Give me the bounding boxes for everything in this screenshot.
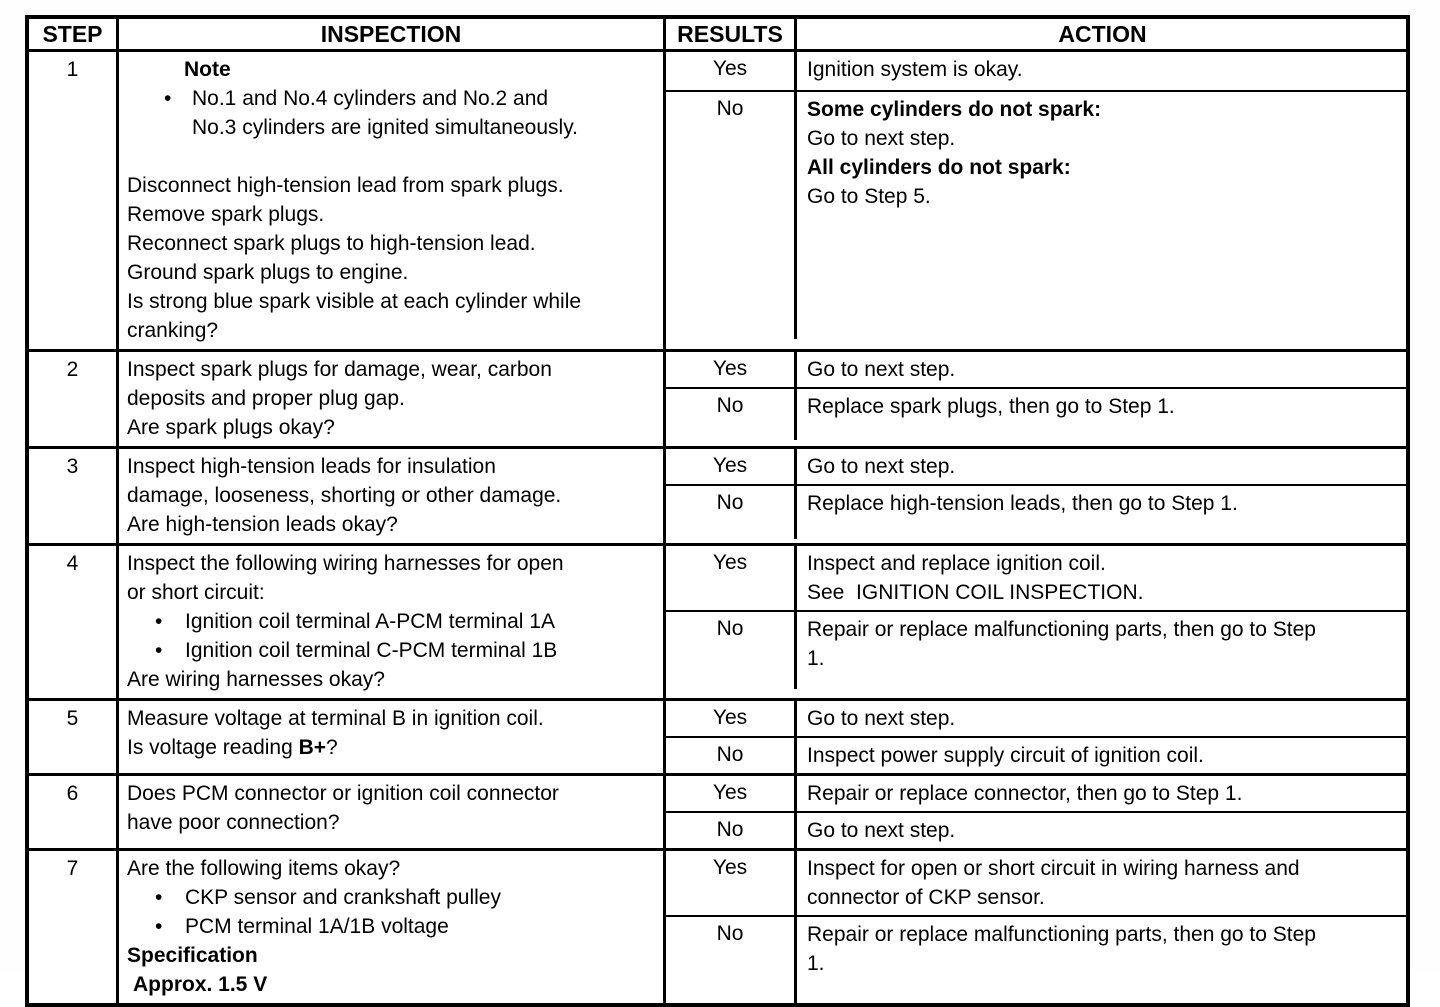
step-number: 5 — [29, 701, 119, 773]
result-no: No — [666, 486, 797, 539]
inspection-cell — [119, 701, 666, 773]
step-number: 1 — [29, 52, 119, 349]
yes-subrow — [666, 546, 1406, 610]
action-cell — [797, 92, 1406, 339]
no-subrow — [666, 610, 1406, 689]
result-yes: Yes — [666, 449, 797, 484]
header-results: RESULTS — [666, 19, 797, 49]
table-row-step-4 — [29, 543, 1406, 698]
result-yes: Yes — [666, 546, 797, 610]
action-line: 1. — [807, 647, 825, 670]
bullet-icon: • — [155, 639, 163, 662]
header-action: ACTION — [1058, 21, 1147, 47]
bullet-item — [149, 912, 655, 941]
no-subrow — [666, 387, 1406, 440]
action-cell — [797, 612, 1406, 689]
result-no: No — [666, 813, 797, 848]
table-header-row — [29, 19, 1406, 52]
inspection-line: deposits and proper plug gap. — [127, 387, 405, 410]
inspection-line: or short circuit: — [127, 581, 265, 604]
result-yes: Yes — [666, 776, 797, 811]
action-cell — [797, 546, 1406, 610]
table-row-step-7 — [29, 848, 1406, 1003]
action-line: Go to next step. — [807, 127, 956, 150]
inspection-line: Ground spark plugs to engine. — [127, 261, 409, 284]
action-line: Inspect and replace ignition coil. — [807, 552, 1106, 575]
no-subrow — [666, 90, 1406, 339]
step-number: 7 — [29, 851, 119, 1003]
inspection-line: No.3 cylinders are ignited simultaneously. — [192, 116, 578, 139]
step-number: 3 — [29, 449, 119, 543]
yes-subrow — [666, 449, 1406, 484]
action-line: Repair or replace malfunctioning parts, then go to Step — [807, 618, 1316, 641]
action-line: Go to next step. — [807, 707, 956, 730]
inspection-line: Are the following items okay? — [127, 857, 401, 880]
result-no: No — [666, 917, 797, 1003]
yes-subrow — [666, 52, 1406, 90]
results-action-group — [666, 352, 1406, 446]
result-no: No — [666, 389, 797, 440]
action-line: Ignition system is okay. — [807, 58, 1023, 81]
inspection-line: Inspect the following wiring harnesses for open — [127, 552, 564, 575]
action-cell — [797, 352, 1406, 387]
inspection-line: Is strong blue spark visible at each cylinder while — [127, 290, 582, 313]
action-line: Go to next step. — [807, 358, 956, 381]
specification-heading: Specification — [127, 944, 258, 967]
bullet-icon: • — [155, 886, 163, 909]
inspection-text: Is voltage reading — [127, 736, 299, 759]
action-line: Repair or replace connector, then go to Step 1. — [807, 782, 1243, 805]
inspection-line: damage, looseness, shorting or other damage. — [127, 484, 562, 507]
action-line: Repair or replace malfunctioning parts, then go to Step — [807, 923, 1316, 946]
action-line: 1. — [807, 952, 825, 975]
action-line: Replace spark plugs, then go to Step 1. — [807, 395, 1175, 418]
table-row-step-5 — [29, 698, 1406, 773]
bullet-icon: • — [155, 915, 163, 938]
yes-subrow — [666, 352, 1406, 387]
blank-line — [127, 142, 655, 171]
bullet-item — [149, 883, 655, 912]
no-subrow — [666, 811, 1406, 848]
inspection-cell — [119, 449, 666, 543]
inspection-text-bold: B+ — [298, 736, 327, 759]
inspection-line: Does PCM connector or ignition coil connector — [127, 782, 559, 805]
inspection-line: Remove spark plugs. — [127, 203, 325, 226]
inspection-line: Reconnect spark plugs to high-tension lead. — [127, 232, 536, 255]
bullet-text — [192, 84, 578, 142]
result-yes: Yes — [666, 52, 797, 90]
action-cell — [797, 486, 1406, 539]
result-yes: Yes — [666, 701, 797, 736]
result-no: No — [666, 612, 797, 689]
bullet-text: Ignition coil terminal C-PCM terminal 1B — [185, 639, 558, 662]
result-no: No — [666, 92, 797, 339]
result-yes: Yes — [666, 352, 797, 387]
step-number: 6 — [29, 776, 119, 848]
inspection-cell — [119, 52, 666, 349]
inspection-line: No.1 and No.4 cylinders and No.2 and — [192, 87, 549, 110]
table-row-step-6 — [29, 773, 1406, 848]
no-subrow — [666, 484, 1406, 539]
table-row-step-3 — [29, 446, 1406, 543]
no-subrow — [666, 915, 1406, 1003]
inspection-line: Are wiring harnesses okay? — [127, 668, 385, 691]
result-yes: Yes — [666, 851, 797, 915]
action-line: Go to next step. — [807, 455, 956, 478]
action-line-bold: All cylinders do not spark: — [807, 156, 1071, 179]
action-line: Go to Step 5. — [807, 185, 931, 208]
action-line: See IGNITION COIL INSPECTION. — [807, 581, 1144, 604]
action-cell — [797, 917, 1406, 1003]
bullet-item — [160, 84, 655, 142]
step-number: 4 — [29, 546, 119, 698]
action-cell — [797, 851, 1406, 915]
action-line: Go to next step. — [807, 819, 956, 842]
troubleshooting-table — [25, 15, 1410, 1007]
results-action-group — [666, 546, 1406, 698]
action-cell — [797, 389, 1406, 440]
results-action-group — [666, 449, 1406, 543]
inspection-cell — [119, 776, 666, 848]
inspection-line: have poor connection? — [127, 811, 340, 834]
action-cell — [797, 738, 1406, 773]
bullet-icon: • — [164, 87, 172, 110]
action-cell — [797, 701, 1406, 736]
action-cell — [797, 449, 1406, 484]
bullet-text: CKP sensor and crankshaft pulley — [185, 886, 501, 909]
inspection-line: Measure voltage at terminal B in ignition coil. — [127, 707, 544, 730]
specification-value: Approx. 1.5 V — [133, 973, 268, 996]
action-line: Inspect for open or short circuit in wiring harness and — [807, 857, 1300, 880]
bullet-text: PCM terminal 1A/1B voltage — [185, 915, 449, 938]
inspection-line: Are spark plugs okay? — [127, 416, 335, 439]
action-cell — [797, 813, 1406, 848]
inspection-line: Disconnect high-tension lead from spark plugs. — [127, 174, 564, 197]
yes-subrow — [666, 701, 1406, 736]
step-number: 2 — [29, 352, 119, 446]
results-action-group — [666, 851, 1406, 1003]
inspection-cell — [119, 546, 666, 698]
action-line: Replace high-tension leads, then go to Step 1. — [807, 492, 1238, 515]
bullet-item — [149, 607, 655, 636]
inspection-text: ? — [326, 736, 338, 759]
inspection-line: cranking? — [127, 319, 219, 342]
yes-subrow — [666, 851, 1406, 915]
inspection-line — [127, 733, 655, 762]
header-step: STEP — [29, 19, 119, 49]
inspection-cell — [119, 352, 666, 446]
no-subrow — [666, 736, 1406, 773]
bullet-text: Ignition coil terminal A-PCM terminal 1A — [185, 610, 555, 633]
results-action-group — [666, 776, 1406, 848]
action-cell — [797, 776, 1406, 811]
results-action-group — [666, 52, 1406, 349]
header-inspection: INSPECTION — [119, 19, 666, 49]
action-line: Inspect power supply circuit of ignition coil. — [807, 744, 1204, 767]
results-action-group — [666, 701, 1406, 773]
table-row-step-2 — [29, 349, 1406, 446]
bullet-icon: • — [155, 610, 163, 633]
action-cell — [797, 52, 1406, 90]
table-row-step-1 — [29, 52, 1406, 349]
inspection-cell — [119, 851, 666, 1003]
note-heading: Note — [184, 58, 231, 81]
bullet-item — [149, 636, 655, 665]
yes-subrow — [666, 776, 1406, 811]
action-line: connector of CKP sensor. — [807, 886, 1045, 909]
result-no: No — [666, 738, 797, 773]
inspection-line: Inspect spark plugs for damage, wear, carbon — [127, 358, 552, 381]
action-line-bold: Some cylinders do not spark: — [807, 98, 1102, 121]
inspection-line: Inspect high-tension leads for insulation — [127, 455, 496, 478]
inspection-line: Are high-tension leads okay? — [127, 513, 398, 536]
